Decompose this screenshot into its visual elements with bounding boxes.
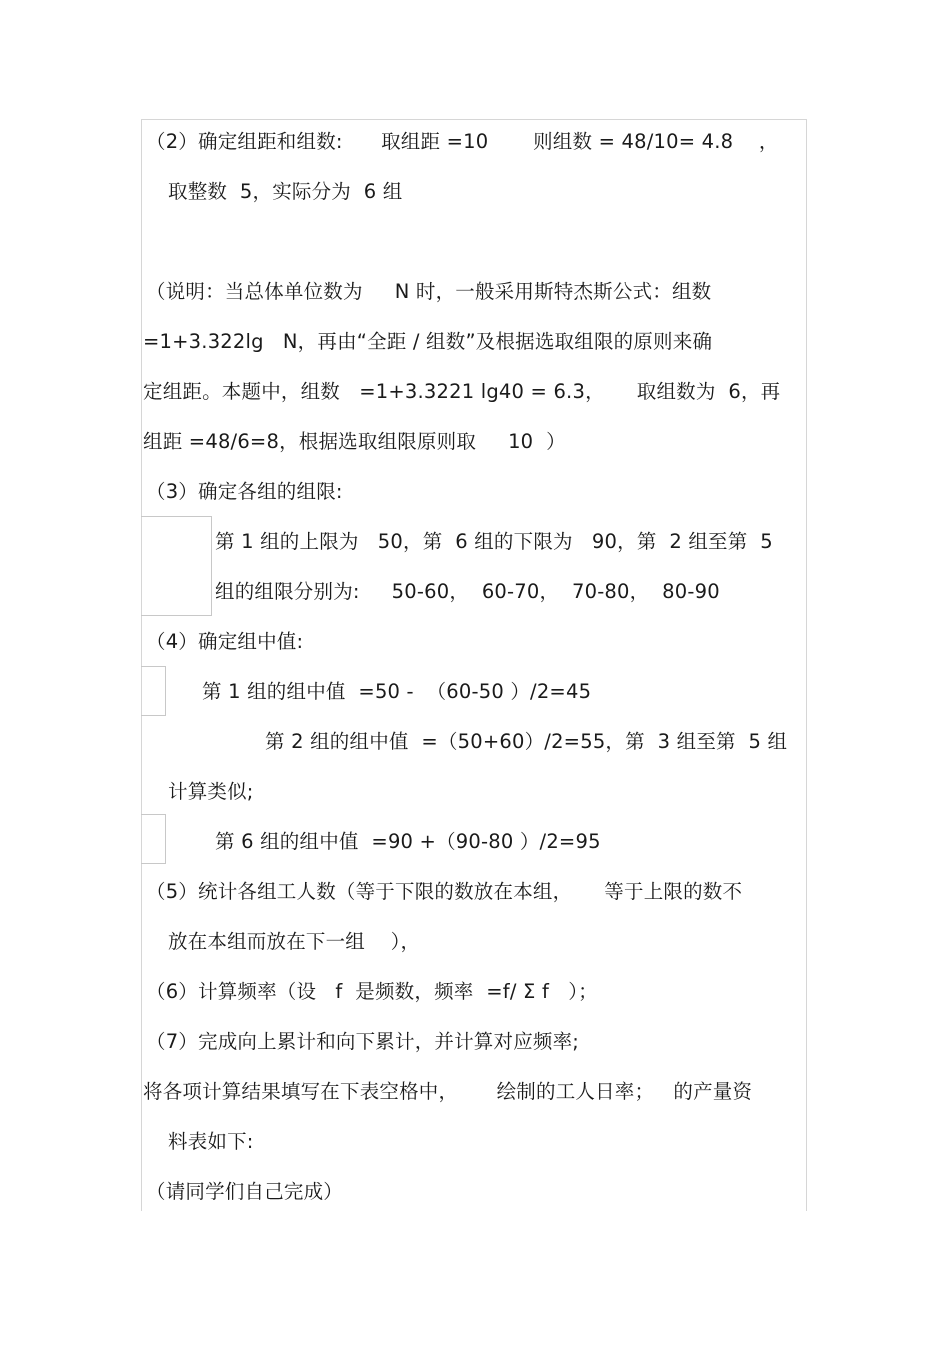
step-3-heading: （3）确定各组的组限:: [146, 480, 343, 503]
note-line-4: 组距 =48/6=8，根据选取组限原则取 10 ）: [143, 430, 566, 453]
page-border-left: [141, 119, 142, 1211]
note-line-3: 定组距。本题中，组数 =1+3.3221 lg40 = 6.3， 取组数为 6，再: [143, 380, 781, 403]
step-7-line: （7）完成向上累计和向下累计，并计算对应频率;: [146, 1030, 580, 1053]
indent-bracket-group-limits: [141, 516, 212, 616]
closing-note: （请同学们自己完成）: [146, 1180, 344, 1203]
midpoint-group-1: 第 1 组的组中值 =50 - （60-50 ）/2=45: [202, 680, 592, 703]
step-5-line-1: （5）统计各组工人数（等于下限的数放在本组， 等于上限的数不: [146, 880, 743, 903]
step-6-line: （6）计算频率（设 f 是频数，频率 =f/ Σ f ）；: [146, 980, 598, 1003]
group-limits-line-2: 组的组限分别为: 50-60， 60-70， 70-80， 80-90: [215, 580, 720, 603]
midpoint-similar: 计算类似;: [168, 780, 254, 803]
step-5-line-2: 放在本组而放在下一组 ），: [168, 930, 421, 953]
indent-bracket-midpoint-6: [141, 814, 166, 864]
step-2-line-2: 取整数 5，实际分为 6 组: [168, 180, 403, 203]
step-2-line-1: （2）确定组距和组数: 取组距 =10 则组数 = 48/10= 4.8 ，: [146, 130, 779, 153]
note-line-1: （说明：当总体单位数为 N 时，一般采用斯特杰斯公式：组数: [146, 280, 712, 303]
page-border-top: [141, 119, 806, 120]
step-4-heading: （4）确定组中值:: [146, 630, 304, 653]
group-limits-line-1: 第 1 组的上限为 50，第 6 组的下限为 90，第 2 组至第 5: [215, 530, 773, 553]
midpoint-group-2: 第 2 组的组中值 =（50+60）/2=55，第 3 组至第 5 组: [265, 730, 788, 753]
note-line-2: =1+3.322lg N，再由“全距 / 组数”及根据选取组限的原则来确: [143, 330, 713, 353]
summary-line-2: 料表如下:: [168, 1130, 254, 1153]
midpoint-group-6: 第 6 组的组中值 =90 +（90-80 ）/2=95: [215, 830, 601, 853]
indent-bracket-midpoint-1: [141, 666, 166, 716]
page-border-right: [806, 119, 807, 1211]
summary-line-1: 将各项计算结果填写在下表空格中， 绘制的工人日率； 的产量资: [143, 1080, 753, 1103]
